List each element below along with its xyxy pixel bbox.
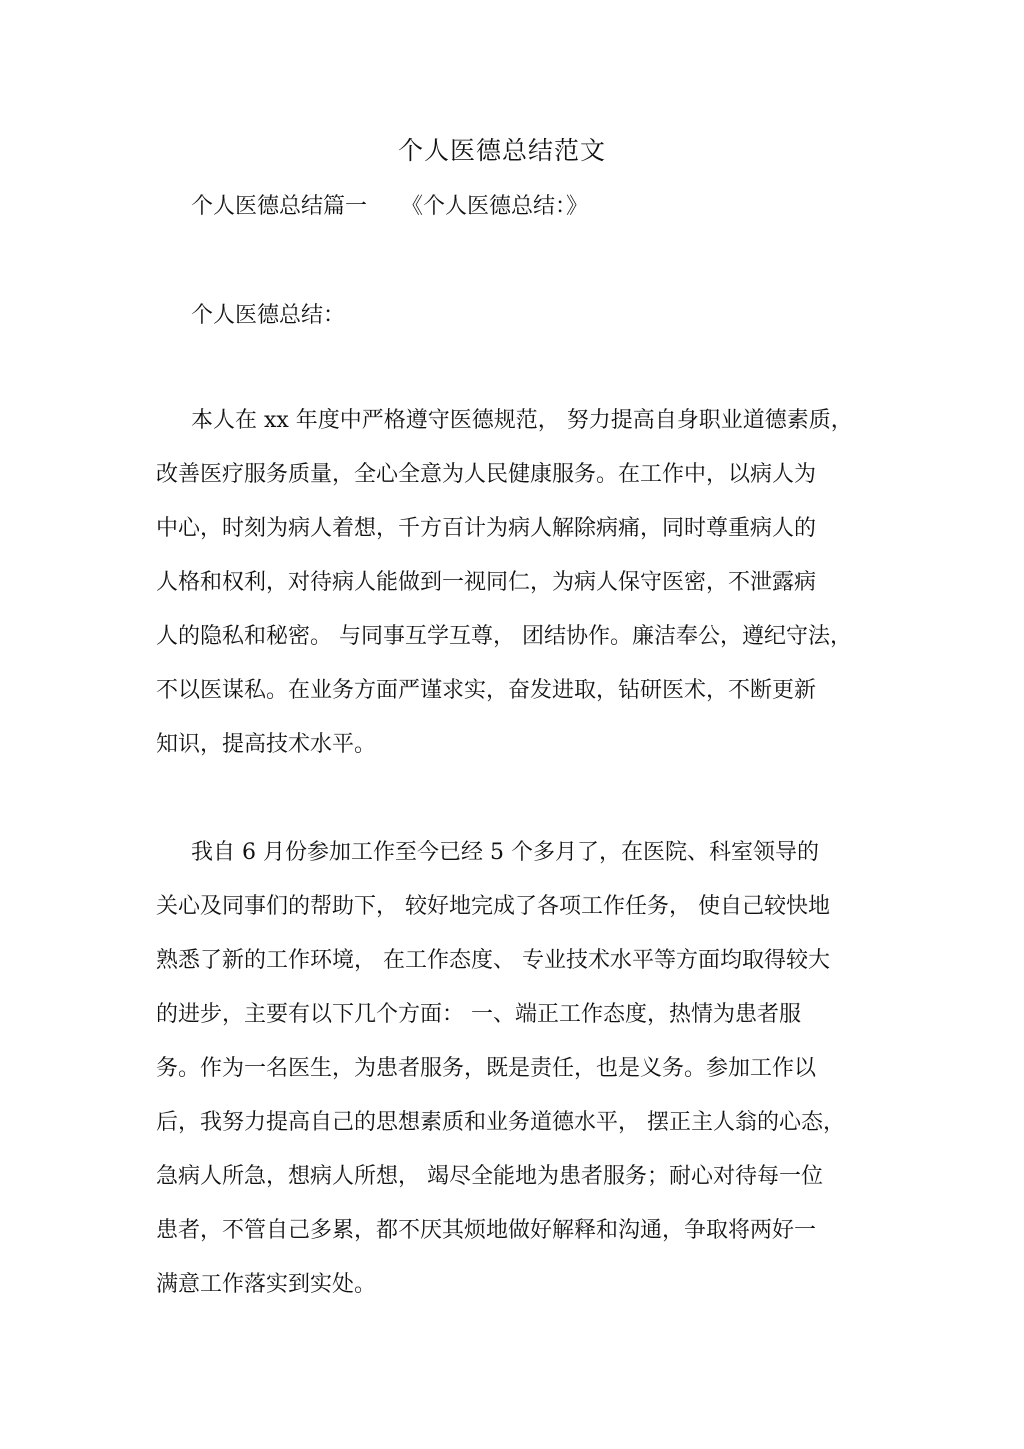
paragraph-line: 改善医疗服务质量，全心全意为人民健康服务。在工作中，以病人为 bbox=[156, 462, 817, 487]
section-heading: 个人医德总结： bbox=[191, 303, 346, 328]
paragraph-line: 关心及同事们的帮助下， 较好地完成了各项工作任务， 使自己较快地 bbox=[156, 894, 830, 919]
paragraph-line: 熟悉了新的工作环境， 在工作态度、 专业技术水平等方面均取得较大 bbox=[156, 948, 830, 973]
paragraph-line: 知识，提高技术水平。 bbox=[156, 732, 377, 757]
document-title: 个人医德总结范文 bbox=[397, 136, 606, 165]
paragraph-line: 务。作为一名医生，为患者服务，既是责任，也是义务。参加工作以 bbox=[156, 1056, 817, 1081]
paragraph-2 bbox=[156, 836, 876, 1322]
paragraph-line: 的进步，主要有以下几个方面： 一、端正工作态度，热情为患者服 bbox=[156, 1002, 801, 1027]
subtitle-part-1: 个人医德总结篇一 bbox=[191, 194, 368, 219]
paragraph-line: 不以医谋私。在业务方面严谨求实，奋发进取，钻研医术，不断更新 bbox=[156, 678, 817, 703]
paragraph-line: 我自 6 月份参加工作至今已经 5 个多月了，在医院、科室领导的 bbox=[191, 840, 819, 865]
document-subtitle bbox=[191, 190, 588, 224]
paragraph-line: 满意工作落实到实处。 bbox=[156, 1272, 377, 1297]
paragraph-line: 患者，不管自己多累，都不厌其烦地做好解释和沟通，争取将两好一 bbox=[156, 1218, 817, 1243]
paragraph-line: 人格和权利，对待病人能做到一视同仁，为病人保守医密，不泄露病 bbox=[156, 570, 817, 595]
paragraph-line: 本人在 xx 年度中严格遵守医德规范， 努力提高自身职业道德素质， bbox=[191, 408, 853, 433]
subtitle-part-2: 《个人医德总结：》 bbox=[401, 194, 589, 219]
paragraph-line: 后，我努力提高自己的思想素质和业务道德水平， 摆正主人翁的心态， bbox=[156, 1110, 845, 1135]
paragraph-1 bbox=[156, 404, 876, 782]
paragraph-line: 急病人所急，想病人所想， 竭尽全能地为患者服务；耐心对待每一位 bbox=[156, 1164, 823, 1189]
paragraph-line: 中心，时刻为病人着想，千方百计为病人解除病痛，同时尊重病人的 bbox=[156, 516, 817, 541]
paragraph-line: 人的隐私和秘密。 与同事互学互尊， 团结协作。廉洁奉公，遵纪守法， bbox=[156, 624, 852, 649]
